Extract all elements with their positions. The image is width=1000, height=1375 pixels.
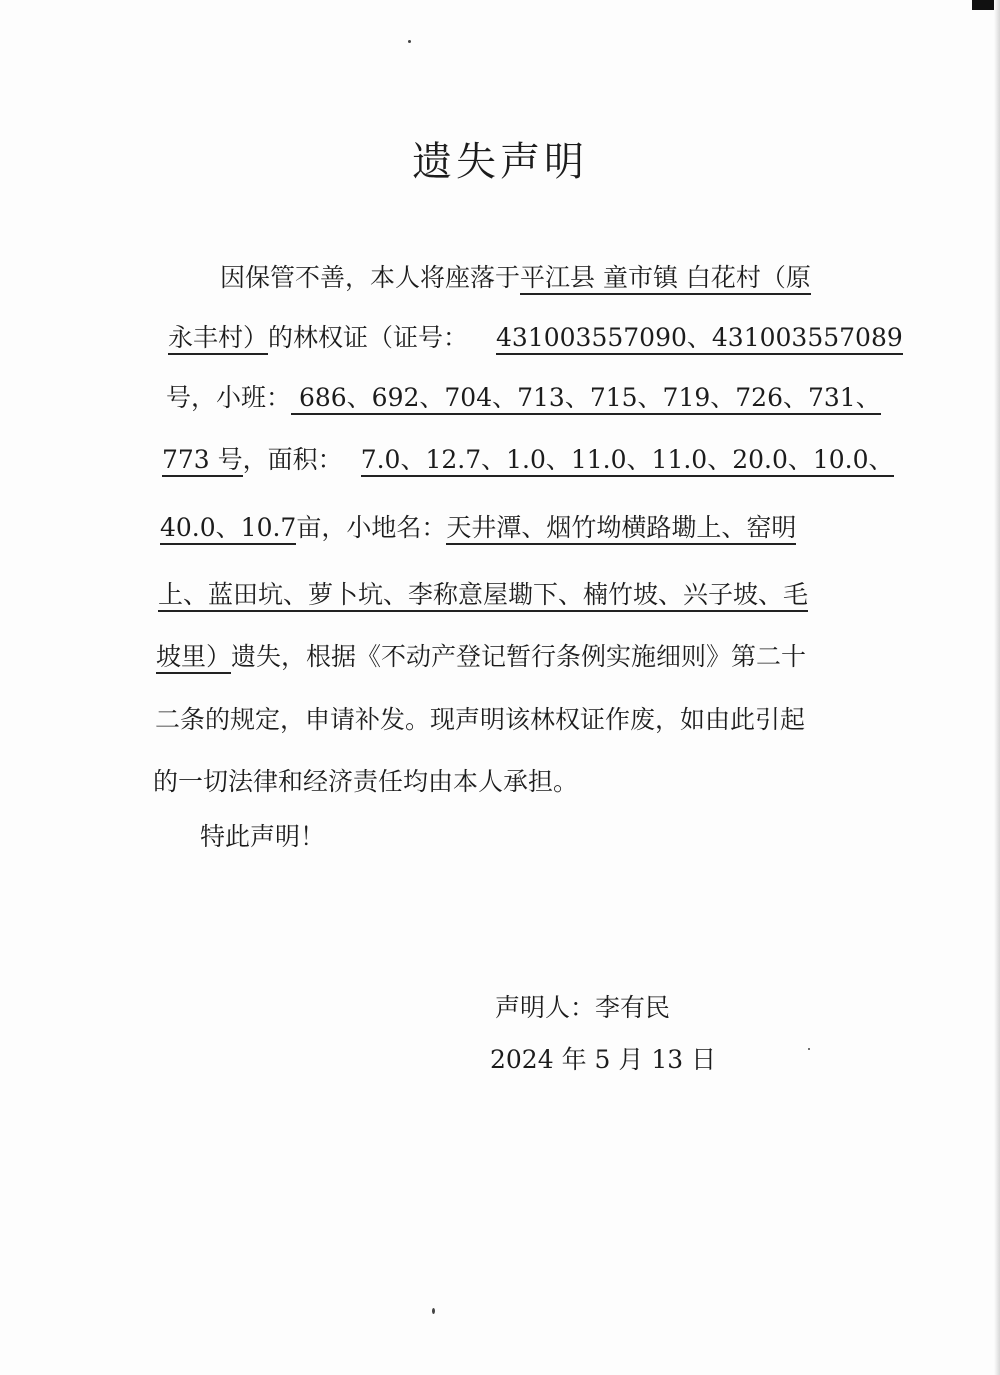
closing-statement: 特此声明！ <box>200 822 326 851</box>
declaration-date: 2024 年 5 月 13 日 <box>490 1045 717 1074</box>
location-underlined: 永丰村） <box>168 323 268 355</box>
scan-edge-shadow <box>994 0 1000 1375</box>
body-line-6 <box>158 575 808 611</box>
body-line-8: 二条的规定，申请补发。现声明该林权证作废，如由此引起 <box>155 705 806 734</box>
location-underlined: 平江县 童市镇 白花村（原 <box>520 263 811 295</box>
body-line-5 <box>160 508 796 544</box>
body-text: ，面积： <box>242 445 343 474</box>
declarant-name: 声明人：李有民 <box>495 993 671 1022</box>
body-text: 遗失，根据《不动产登记暂行条例实施细则》第二十 <box>231 642 807 671</box>
certificate-numbers: 431003557090、431003557089 <box>496 323 903 355</box>
body-text: 亩，小地名： <box>296 513 447 542</box>
place-names: 天井潭、烟竹坳横路墈上、窑明 <box>446 513 796 545</box>
area-values: 40.0、10.7 <box>160 513 296 545</box>
body-line-2 <box>168 318 903 354</box>
body-line-7 <box>156 637 806 673</box>
sub-compartment-numbers: 773 号 <box>162 445 243 477</box>
scan-speck <box>432 1308 435 1314</box>
sub-compartment-numbers: 686、692、704、713、715、719、726、731、 <box>291 383 881 415</box>
body-text: 的林权证（证号： <box>268 323 469 352</box>
scan-speck <box>408 40 411 43</box>
place-names: 坡里） <box>156 642 231 674</box>
body-line-1 <box>220 258 811 294</box>
body-line-3 <box>166 378 881 414</box>
place-names: 上、蓝田坑、萝卜坑、李称意屋墈下、楠竹坡、兴子坡、毛 <box>158 580 808 612</box>
body-line-4 <box>162 440 894 476</box>
body-text: 因保管不善，本人将座落于 <box>220 263 521 292</box>
area-values: 7.0、12.7、1.0、11.0、11.0、20.0、10.0、 <box>361 445 894 477</box>
body-line-9: 的一切法律和经济责任均由本人承担。 <box>153 767 579 796</box>
body-text: 号，小班： <box>166 383 292 412</box>
scan-speck <box>808 1048 810 1050</box>
document-title: 遗失声明 <box>412 139 588 185</box>
